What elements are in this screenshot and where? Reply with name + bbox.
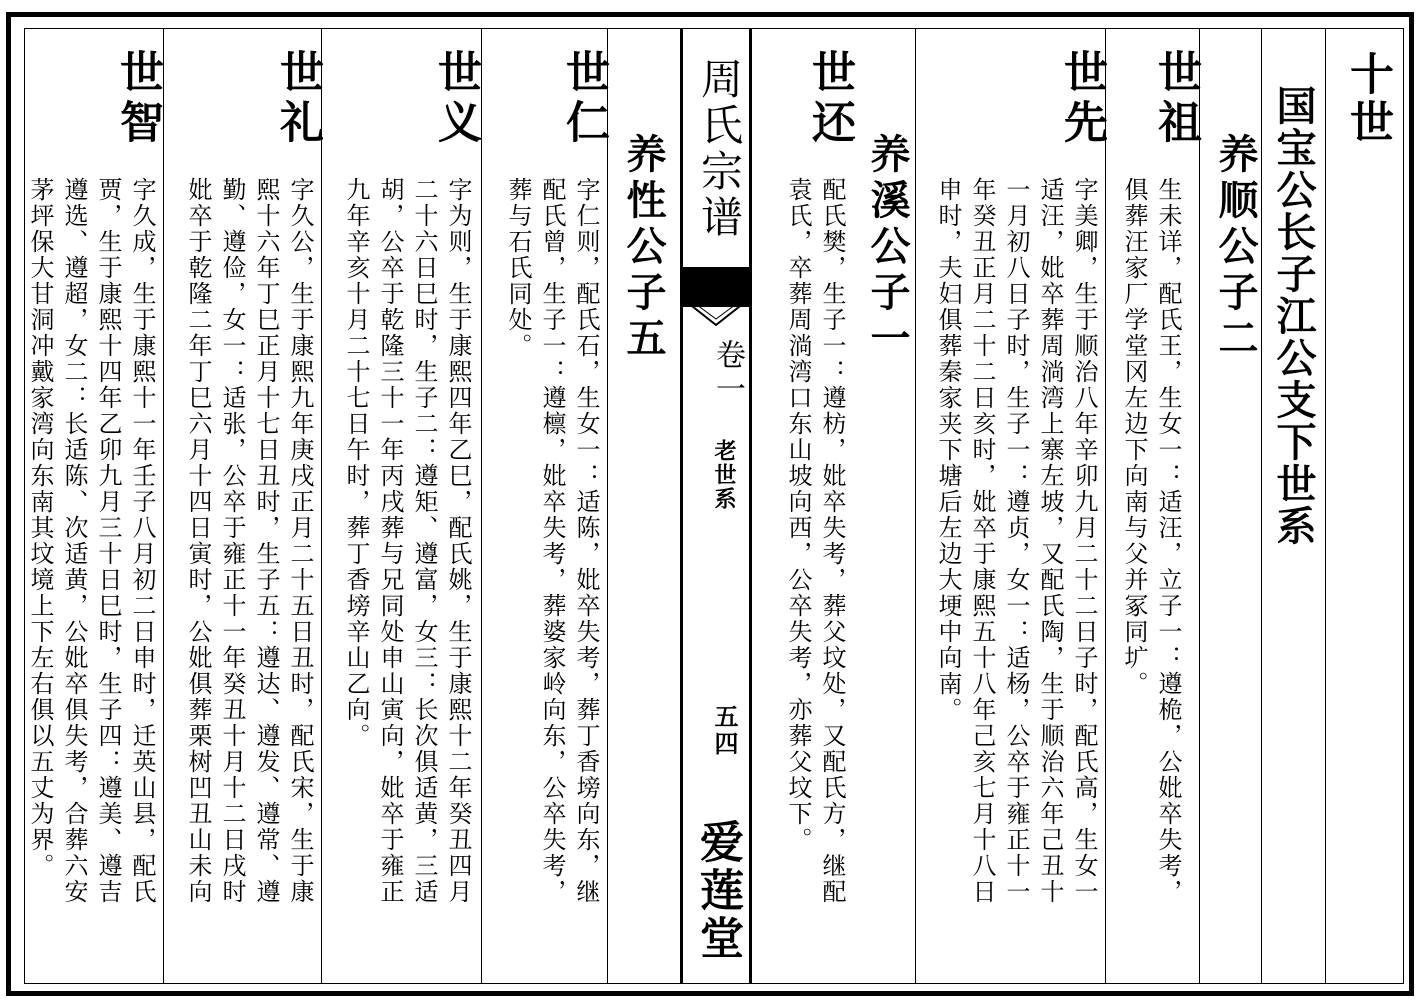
person-text-shizhi: 字久成，生于康熙十一年壬子八月初二日申时，迁英山县，配氏 贾，生于康熙十四年乙卯九月三十日巳时，生子四：遵美、遵吉 遵选、遵超，女二：长适陈、次适黄，公妣卒俱失考，合葬六安 茅坪保大甘洞冲戴家湾向东南其坟境上下左右俱以五丈为界。 xyxy=(26,177,156,905)
col-divider xyxy=(163,29,164,983)
hall-name: 爱莲堂 xyxy=(692,819,743,963)
person-text-shizu: 生未详，配氏王，生女一：适汪，立子一：遵桅，公妣卒失考， 俱葬汪家厂学堂冈左边下向南与父并冢同圹。 xyxy=(1120,177,1182,905)
book-title: 周氏宗谱 xyxy=(695,57,744,241)
person-name-shixian: 世先 xyxy=(1056,49,1107,149)
branch-heading: 国宝公长子江公支下世系 xyxy=(1270,85,1317,547)
subheading-yangshun: 养顺公子二 xyxy=(1212,133,1259,363)
fishtail-ornament xyxy=(683,299,749,329)
person-text-shili: 字久公，生于康熙九年庚戌正月二十五日丑时，配氏宋，生于康 熙十六年丁巳正月十七日丑时，生子五：遵达、遵发、遵常、遵 勤、遵俭，女一：适张，公卒于雍正十一年癸丑十月十二日戌时 妣卒于乾隆二年丁巳六月十四日寅时，公妣俱葬栗树凹丑山未向 xyxy=(184,177,314,905)
col-divider xyxy=(1105,29,1106,983)
generation-heading: 十世 xyxy=(1342,51,1393,147)
col-divider xyxy=(321,29,322,983)
person-name-shizhi: 世智 xyxy=(112,49,163,149)
spine-band xyxy=(680,29,752,983)
person-name-shiren: 世仁 xyxy=(558,49,609,149)
person-text-shihuan: 配氏樊，生子一：遵枋，妣卒失考，葬父坟处，又配氏方，继配 袁氏，卒葬周淌湾口东山坡向西，公卒失考，亦葬父坟下。 xyxy=(784,177,846,905)
subheading-yangxing: 养性公子五 xyxy=(620,133,667,363)
person-text-shiyi: 字为则，生于康熙四年乙巳，配氏姚，生于康熙十二年癸丑四月 二十六日巳时，生子二：遵矩、遵富，女三：长次俱适黄，三适 胡，公卒于乾隆三十一年丙戌葬与兄同处申山寅向，妣卒于雍正 九年辛亥十月二十七日午时，葬丁香塝辛山乙向。 xyxy=(342,177,472,905)
person-name-shili: 世礼 xyxy=(272,49,323,149)
person-name-shihuan: 世还 xyxy=(804,49,855,149)
person-text-shixian: 字美卿，生于顺治八年辛卯九月二十二日子时，配氏高，生女一 适汪，妣卒葬周淌湾上寨左坡，又配氏陶，生于顺治六年己丑十 一月初八日子时，生子一：遵贞，女一：适杨，公卒于雍正十一 年癸丑正月二十二日亥时，妣卒于康熙五十八年己亥七月十八日 申时，夫妇俱葬秦家夹下塘后左边大埂中向南。 xyxy=(934,177,1098,905)
volume-label: 卷一 xyxy=(710,339,745,407)
col-divider xyxy=(607,29,608,983)
section-label: 老世系 xyxy=(711,439,737,511)
person-text-shiren: 字仁则，配氏石，生女一：适陈，妣卒失考，葬丁香塝向东，继 配氏曾，生子一：遵檩，妣卒失考，葬婆家岭向东，公卒失考， 葬与石氏同处。 xyxy=(504,177,600,905)
subheading-yangxi: 养溪公子一 xyxy=(864,133,911,363)
person-name-shiyi: 世义 xyxy=(430,49,481,149)
col-divider xyxy=(481,29,482,983)
page-number: 五四 xyxy=(710,704,739,758)
col-divider xyxy=(1199,29,1200,983)
page-grid xyxy=(24,28,1404,984)
col-divider xyxy=(1325,29,1326,983)
person-name-shizu: 世祖 xyxy=(1150,49,1201,149)
